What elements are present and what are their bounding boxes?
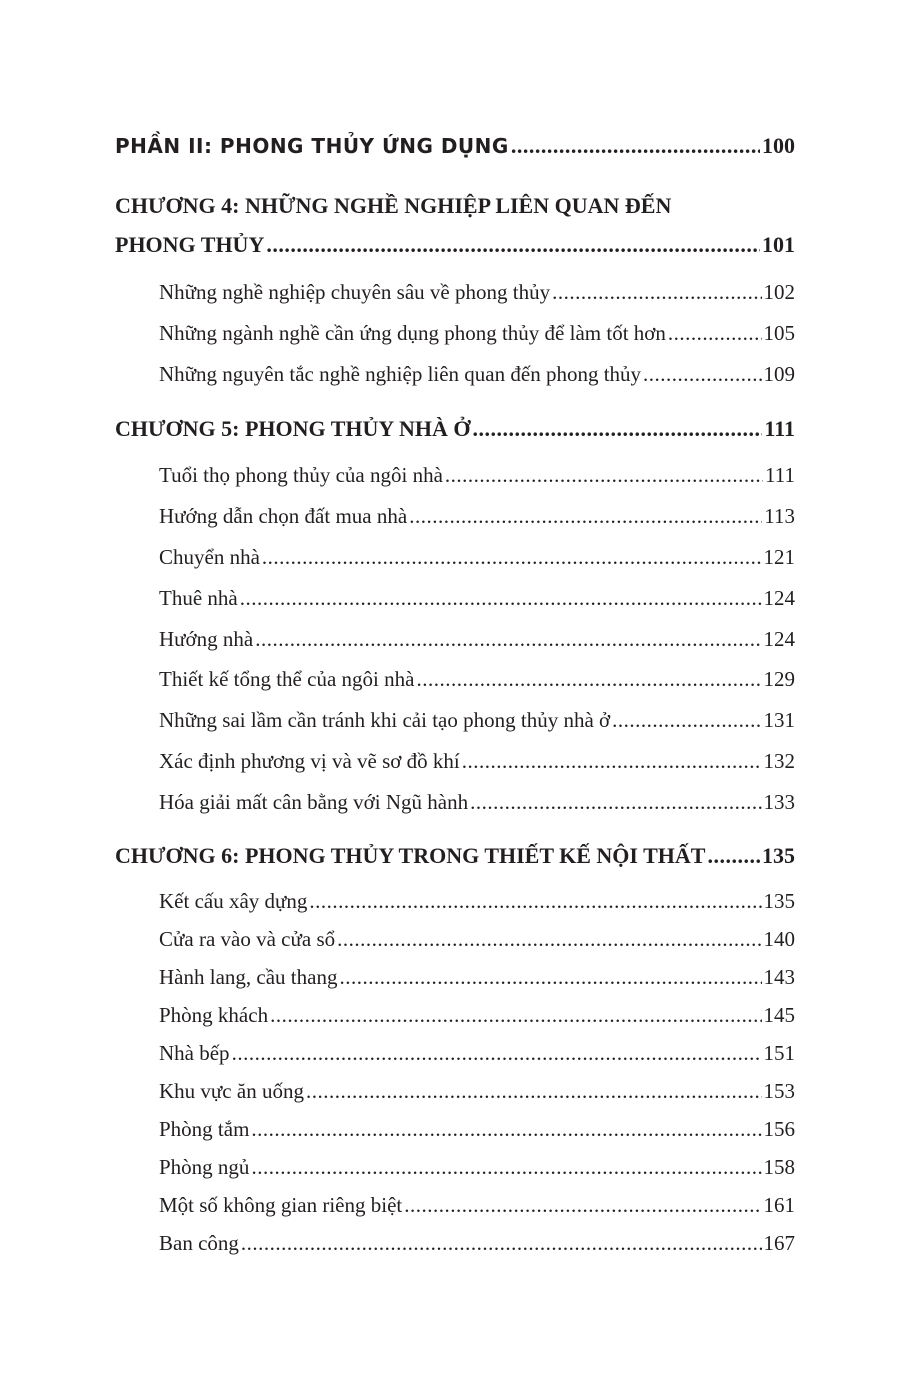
toc-chapter-entry[interactable]: [115, 416, 795, 442]
toc-item[interactable]: [159, 463, 795, 488]
chapter5-title: CHƯƠNG 5: PHONG THỦY NHÀ Ở: [115, 416, 471, 441]
dot-leader: [445, 463, 763, 488]
page-number: 156: [763, 1117, 795, 1141]
page-number: 105: [763, 321, 795, 345]
page-number: 111: [765, 463, 795, 487]
page-number: 124: [763, 627, 795, 651]
toc-item[interactable]: [159, 749, 795, 774]
page-number: 143: [763, 965, 795, 989]
page-number: 151: [763, 1041, 795, 1065]
toc-item[interactable]: [159, 1155, 795, 1180]
part-title: PHẦN II: PHONG THỦY ỨNG DỤNG: [115, 134, 509, 158]
toc-item[interactable]: [159, 790, 795, 815]
dot-leader: [241, 1231, 762, 1256]
chapter4-title-line2: PHONG THỦY: [115, 232, 265, 257]
dot-leader: [462, 749, 762, 774]
dot-leader: [470, 790, 761, 815]
page-number: 100: [762, 133, 795, 158]
item-title: Những ngành nghề cần ứng dụng phong thủy để làm tốt hơn: [159, 321, 666, 345]
dot-leader: [472, 416, 762, 442]
dot-leader: [266, 232, 760, 258]
dot-leader: [240, 586, 762, 611]
item-title: Xác định phương vị và vẽ sơ đồ khí: [159, 749, 460, 773]
toc-item[interactable]: [159, 1117, 795, 1142]
dot-leader: [409, 504, 762, 529]
dot-leader: [668, 321, 762, 346]
toc-item[interactable]: [159, 362, 795, 387]
page-number: 167: [763, 1231, 795, 1255]
chapter4-title-line1[interactable]: CHƯƠNG 4: NHỮNG NGHỀ NGHIỆP LIÊN QUAN ĐẾN: [115, 193, 672, 218]
item-title: Thuê nhà: [159, 586, 238, 610]
toc-item[interactable]: [159, 927, 795, 952]
toc-chapter-entry[interactable]: [115, 843, 795, 869]
item-title: Chuyển nhà: [159, 545, 260, 569]
page-number: 140: [763, 927, 795, 951]
dot-leader: [262, 545, 762, 570]
chapter6-title: CHƯƠNG 6: PHONG THỦY TRONG THIẾT KẾ NỘI THẤT: [115, 843, 706, 868]
toc-item[interactable]: [159, 1003, 795, 1028]
page-number: 111: [764, 416, 795, 441]
page-number: 121: [763, 545, 795, 569]
page-number: 158: [763, 1155, 795, 1179]
dot-leader: [404, 1193, 761, 1218]
page-number: 133: [763, 790, 795, 814]
page-number: 102: [763, 280, 795, 304]
item-title: Tuổi thọ phong thủy của ngôi nhà: [159, 463, 443, 487]
dot-leader: [255, 627, 761, 652]
toc-item[interactable]: [159, 545, 795, 570]
page-number: 109: [763, 362, 795, 386]
page-number: 124: [763, 586, 795, 610]
page-number: 135: [762, 843, 795, 868]
dot-leader: [270, 1003, 761, 1028]
toc-item[interactable]: [159, 504, 795, 529]
toc-item[interactable]: [159, 627, 795, 652]
item-title: Nhà bếp: [159, 1041, 230, 1065]
page-number: 132: [763, 749, 795, 773]
dot-leader: [251, 1155, 761, 1180]
dot-leader: [339, 965, 761, 990]
toc-item[interactable]: [159, 1193, 795, 1218]
item-title: Một số không gian riêng biệt: [159, 1193, 403, 1217]
dot-leader: [511, 133, 760, 159]
page-number: 135: [763, 889, 795, 913]
item-title: Phòng tắm: [159, 1117, 250, 1141]
item-title: Hành lang, cầu thang: [159, 965, 338, 989]
dot-leader: [707, 843, 760, 869]
toc-item[interactable]: [159, 280, 795, 305]
page-number: 153: [763, 1079, 795, 1103]
toc-part-entry[interactable]: [115, 133, 795, 159]
item-title: Khu vực ăn uống: [159, 1079, 304, 1103]
dot-leader: [309, 889, 761, 914]
toc-item[interactable]: [159, 1079, 795, 1104]
toc-item[interactable]: [159, 321, 795, 346]
item-title: Kết cấu xây dựng: [159, 889, 308, 913]
dot-leader: [552, 280, 761, 305]
dot-leader: [251, 1117, 761, 1142]
item-title: Cửa ra vào và cửa sổ: [159, 927, 336, 951]
item-title: Phòng khách: [159, 1003, 269, 1027]
toc-chapter-entry[interactable]: [115, 232, 795, 258]
item-title: Những nghề nghiệp chuyên sâu về phong thủy: [159, 280, 551, 304]
toc-item[interactable]: [159, 1041, 795, 1066]
toc-item[interactable]: [159, 889, 795, 914]
dot-leader: [612, 708, 761, 733]
item-title: Những sai lầm cần tránh khi cải tạo phong thủy nhà ở: [159, 708, 611, 732]
item-title: Ban công: [159, 1231, 239, 1255]
item-title: Phòng ngủ: [159, 1155, 250, 1179]
toc-item[interactable]: [159, 586, 795, 611]
item-title: Những nguyên tắc nghề nghiệp liên quan đến phong thủy: [159, 362, 642, 386]
dot-leader: [416, 667, 761, 692]
dot-leader: [337, 927, 761, 952]
item-title: Hóa giải mất cân bằng với Ngũ hành: [159, 790, 469, 814]
page-number: 161: [763, 1193, 795, 1217]
toc-item[interactable]: [159, 965, 795, 990]
page-number: 129: [763, 667, 795, 691]
dot-leader: [232, 1041, 762, 1066]
toc-item[interactable]: [159, 708, 795, 733]
toc-item[interactable]: [159, 1231, 795, 1256]
page-number: 131: [763, 708, 795, 732]
item-title: Thiết kế tổng thể của ngôi nhà: [159, 667, 415, 691]
item-title: Hướng dẫn chọn đất mua nhà: [159, 504, 408, 528]
toc-item[interactable]: [159, 667, 795, 692]
item-title: Hướng nhà: [159, 627, 254, 651]
page-number: 101: [762, 232, 795, 257]
dot-leader: [306, 1079, 762, 1104]
dot-leader: [643, 362, 761, 387]
page-number: 113: [764, 504, 795, 528]
page-number: 145: [763, 1003, 795, 1027]
